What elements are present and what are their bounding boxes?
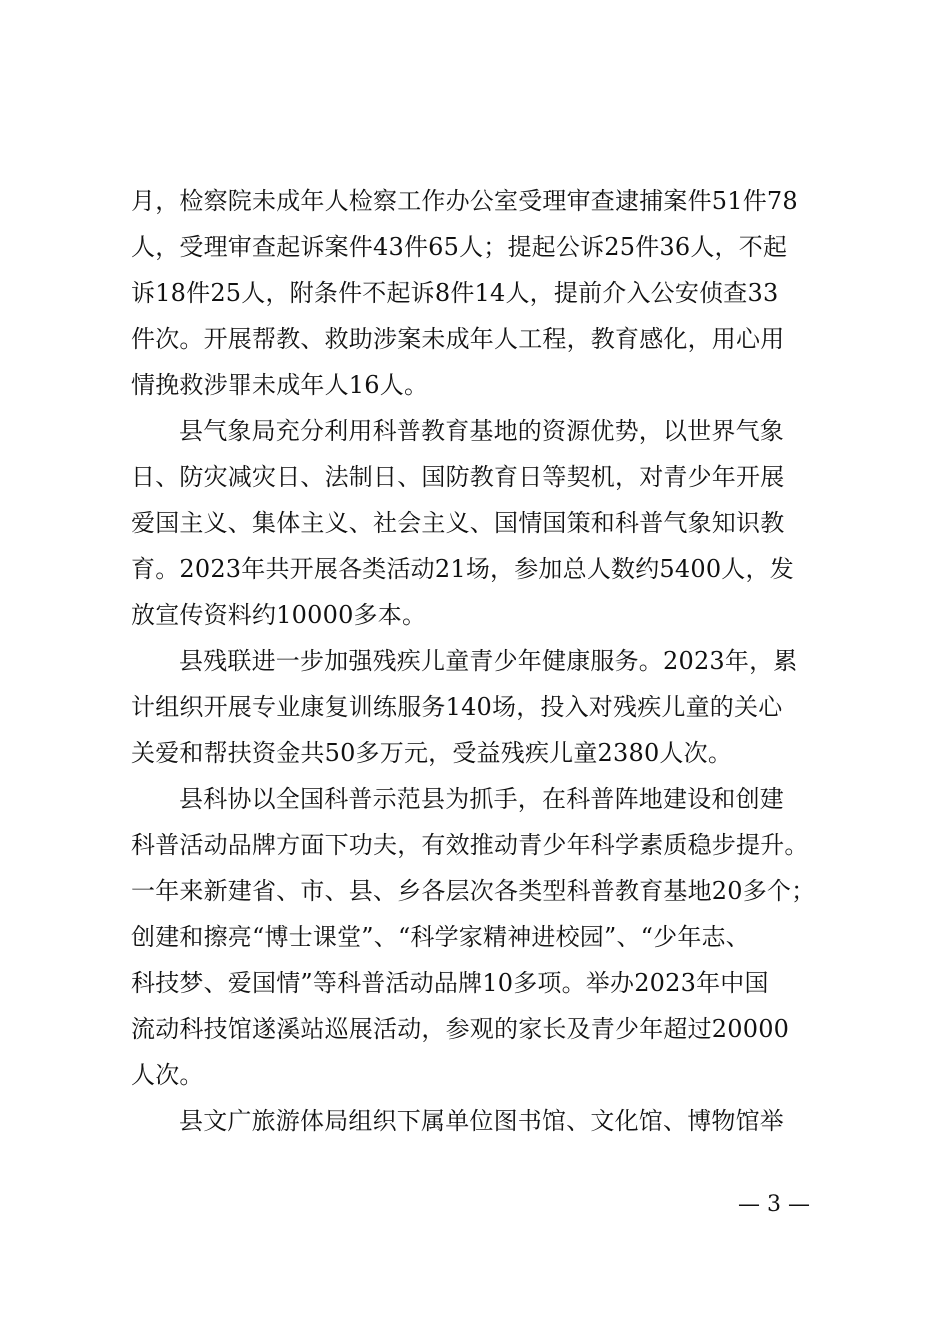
text-line: 关爱和帮扶资金共50多万元，受益残疾儿童2380人次。 xyxy=(131,739,733,767)
text-line: 件次。开展帮教、救助涉案未成年人工程，教育感化，用心用 xyxy=(131,325,785,353)
text-line: 计组织开展专业康复训练服务140场，投入对残疾儿童的关心 xyxy=(131,693,783,721)
paragraph-science-association xyxy=(131,776,831,1098)
text-line: 日、防灾减灾日、法制日、国防教育日等契机，对青少年开展 xyxy=(131,463,785,491)
page-number: — 3 — xyxy=(738,1192,810,1217)
text-line: 育。2023年共开展各类活动21场，参加总人数约5400人，发 xyxy=(131,555,794,583)
text-line: 放宣传资料约10000多本。 xyxy=(131,601,427,629)
text-line: 科技梦、爱国情”等科普活动品牌10多项。举办2023年中国 xyxy=(131,969,769,997)
text-line: 一年来新建省、市、县、乡各层次各类型科普教育基地20多个； xyxy=(131,877,816,905)
paragraph-procuratorate xyxy=(131,178,831,408)
text-line: 创建和擦亮“博士课堂”、“科学家精神进校园”、“少年志、 xyxy=(131,923,750,951)
paragraph-culture-tourism-bureau xyxy=(131,1098,831,1144)
text-line: 县气象局充分利用科普教育基地的资源优势，以世界气象 xyxy=(179,417,784,445)
paragraph-disabled-federation xyxy=(131,638,831,776)
text-line: 月，检察院未成年人检察工作办公室受理审查逮捕案件51件78 xyxy=(131,187,798,215)
document-body xyxy=(131,178,831,1144)
text-line: 县科协以全国科普示范县为抓手，在科普阵地建设和创建 xyxy=(179,785,784,813)
text-line: 人次。 xyxy=(131,1061,204,1089)
text-line: 县文广旅游体局组织下属单位图书馆、文化馆、博物馆举 xyxy=(179,1107,784,1135)
paragraph-meteorology-bureau xyxy=(131,408,831,638)
text-line: 流动科技馆遂溪站巡展活动，参观的家长及青少年超过20000 xyxy=(131,1015,790,1043)
text-line: 爱国主义、集体主义、社会主义、国情国策和科普气象知识教 xyxy=(131,509,785,537)
text-line: 科普活动品牌方面下功夫，有效推动青少年科学素质稳步提升。 xyxy=(131,831,809,859)
text-line: 诉18件25人，附条件不起诉8件14人，提前介入公安侦查33 xyxy=(131,279,779,307)
text-line: 县残联进一步加强残疾儿童青少年健康服务。2023年，累 xyxy=(179,647,798,675)
text-line: 情挽救涉罪未成年人16人。 xyxy=(131,371,429,399)
text-line: 人，受理审查起诉案件43件65人；提起公诉25件36人，不起 xyxy=(131,233,788,261)
